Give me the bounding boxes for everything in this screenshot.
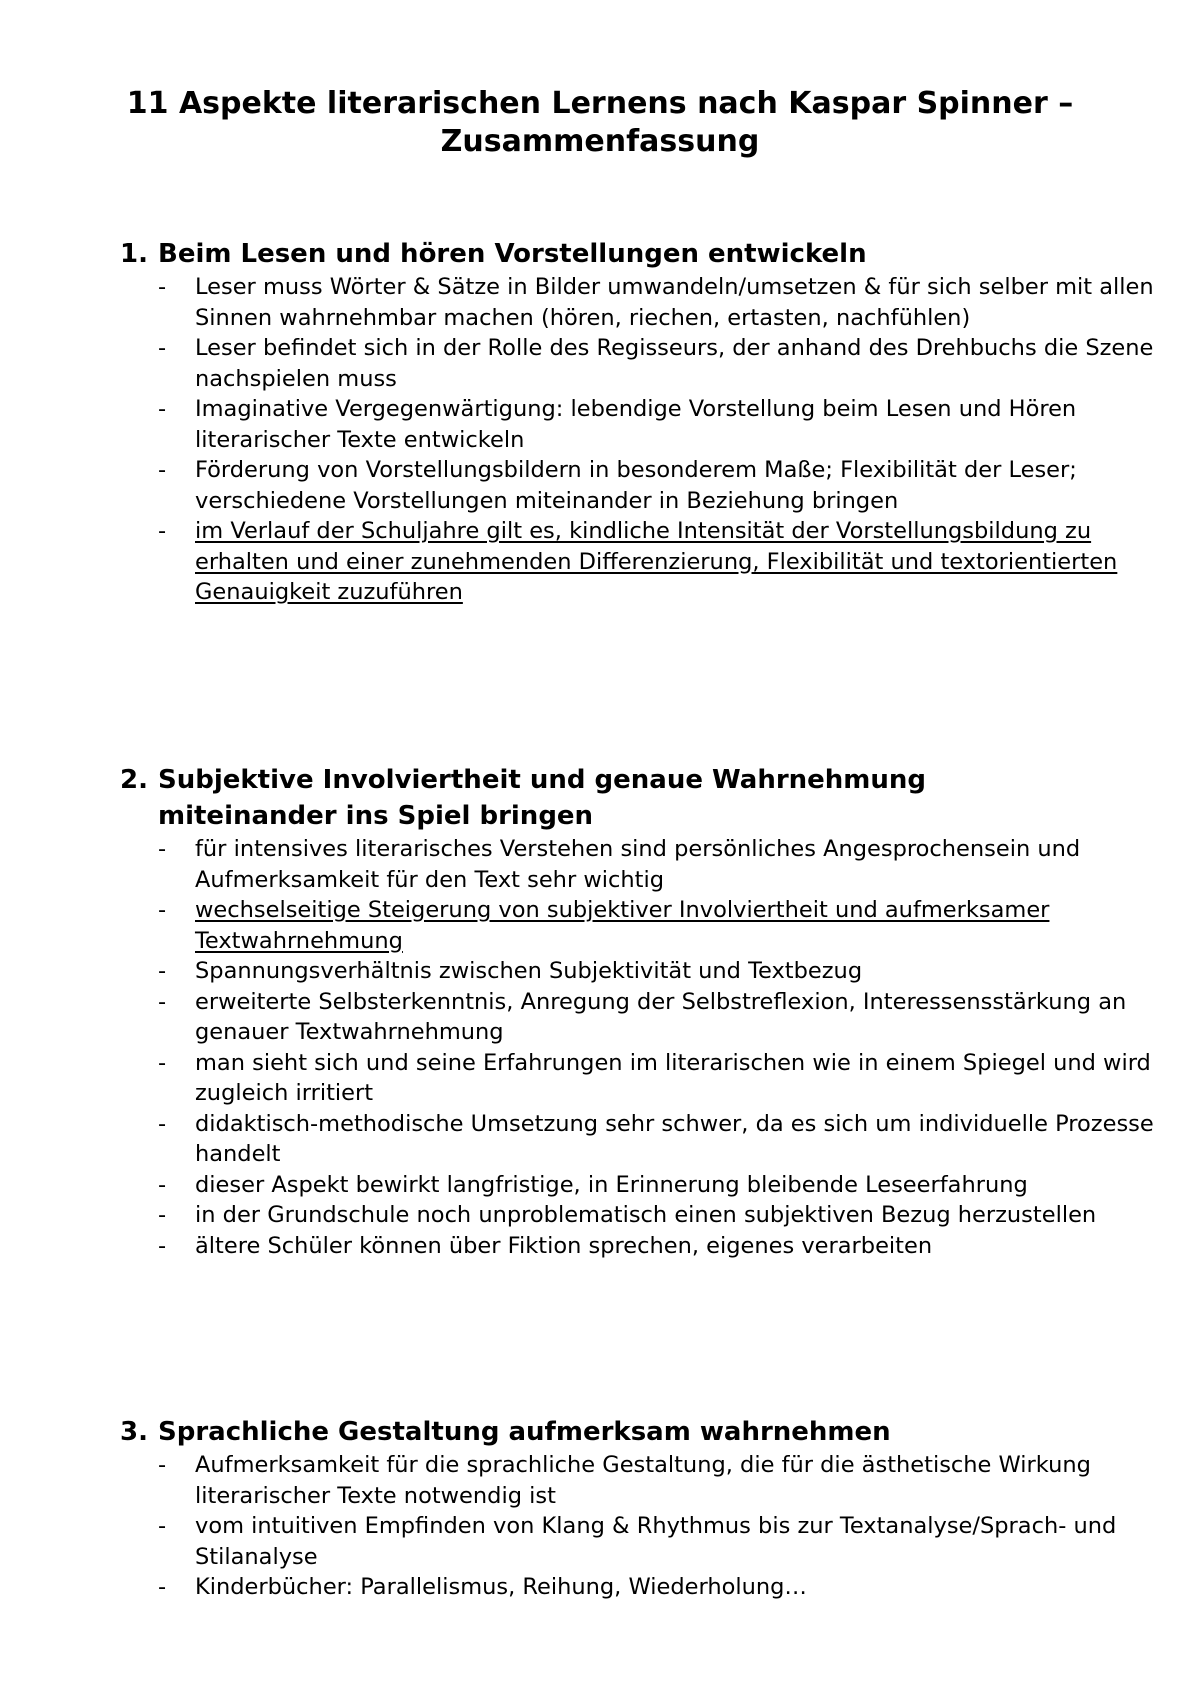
list-item: [120, 987, 1160, 1048]
list-item: [120, 394, 1160, 455]
list-item: [120, 1200, 1160, 1231]
section-1-number: 1.: [120, 239, 148, 269]
section-2-heading: [120, 762, 1160, 834]
list-item: [120, 1511, 1160, 1572]
section-3-title: Sprachliche Gestaltung aufmerksam wahrnehmen: [158, 1417, 891, 1447]
section-2-title: Subjektive Involviertheit und genaue Wahrnehmung miteinander ins Spiel bringen: [158, 765, 927, 831]
bullet-dash: -: [158, 1202, 167, 1228]
bullet-text: für intensives literarisches Verstehen sind persönliches Angesprochensein und Aufmerksamkeit für den Text sehr wichtig: [195, 836, 1081, 893]
section-3-number: 3.: [120, 1417, 148, 1447]
bullet-dash: -: [158, 988, 167, 1015]
bullet-text: Aufmerksamkeit für die sprachliche Gestaltung, die für die ästhetische Wirkung literarischer Texte notwendig ist: [195, 1452, 1091, 1509]
section-1-heading: [120, 236, 1160, 272]
list-item: [120, 1231, 1160, 1262]
bullet-text: vom intuitiven Empfinden von Klang & Rhythmus bis zur Textanalyse/Sprach- und Stilanalyse: [195, 1513, 1117, 1570]
bullet-dash: -: [158, 518, 167, 544]
section-2-bullet-list: [120, 834, 1160, 1261]
section-2-number: 2.: [120, 765, 148, 795]
bullet-dash: -: [158, 1049, 167, 1076]
list-item: [120, 1170, 1160, 1201]
list-item: [120, 272, 1160, 333]
list-item: [120, 1048, 1160, 1109]
bullet-dash: -: [158, 274, 167, 300]
bullet-text: Leser muss Wörter & Sätze in Bilder umwandeln/umsetzen & für sich selber mit allen Sinnen wahrnehmbar machen (hören, riechen, ertasten, nachfühlen): [195, 274, 1154, 331]
bullet-text: in der Grundschule noch unproblematisch einen subjektiven Bezug herzustellen: [195, 1202, 1097, 1228]
bullet-text: Förderung von Vorstellungsbildern in besonderem Maße; Flexibilität der Leser; verschiedene Vorstellungen miteinander in Beziehung bringen: [195, 457, 1077, 514]
bullet-dash: -: [158, 836, 167, 862]
bullet-dash: -: [158, 897, 167, 923]
bullet-dash: -: [158, 958, 167, 984]
list-item: [120, 1450, 1160, 1511]
bullet-text: Leser befindet sich in der Rolle des Regisseurs, der anhand des Drehbuchs die Szene nachspielen muss: [195, 335, 1154, 392]
section-1-bullet-list: [120, 272, 1160, 608]
list-item: [120, 956, 1160, 987]
bullet-text: erweiterte Selbsterkenntnis, Anregung der Selbstreflexion, Interessensstärkung an genauer Textwahrnehmung: [195, 988, 1127, 1045]
section-1-title: Beim Lesen und hören Vorstellungen entwickeln: [158, 239, 867, 269]
list-item: [120, 834, 1160, 895]
bullet-dash: -: [158, 1513, 167, 1539]
bullet-dash: -: [158, 1232, 167, 1259]
section-1: [120, 236, 1160, 608]
list-item: [120, 1109, 1160, 1170]
bullet-text: ältere Schüler können über Fiktion sprechen, eigenes verarbeiten: [195, 1232, 933, 1259]
bullet-dash: -: [158, 1452, 167, 1478]
bullet-dash: -: [158, 457, 167, 483]
bullet-dash: -: [158, 396, 167, 422]
title-line-1: 11 Aspekte literarischen Lernens nach Kaspar Spinner –: [126, 86, 1074, 121]
section-2: [120, 762, 1160, 1261]
list-item: [120, 455, 1160, 516]
bullet-text-underlined: wechselseitige Steigerung von subjektiver Involviertheit und aufmerksamer Textwahrnehmung: [195, 897, 1050, 954]
title-line-2: Zusammenfassung: [440, 124, 760, 159]
section-3: [120, 1414, 1160, 1603]
document-title: [80, 85, 1120, 161]
list-item: [120, 516, 1160, 608]
bullet-text: didaktisch-methodische Umsetzung sehr schwer, da es sich um individuelle Prozesse handelt: [195, 1110, 1154, 1167]
section-3-bullet-list: [120, 1450, 1160, 1603]
list-item: [120, 895, 1160, 956]
bullet-text: Kinderbücher: Parallelismus, Reihung, Wiederholung…: [195, 1574, 807, 1600]
bullet-text: man sieht sich und seine Erfahrungen im literarischen wie in einem Spiegel und wird zugleich irritiert: [195, 1049, 1151, 1106]
bullet-dash: -: [158, 1171, 167, 1198]
bullet-text: Imaginative Vergegenwärtigung: lebendige Vorstellung beim Lesen und Hören literarischer Texte entwickeln: [195, 396, 1077, 453]
bullet-text-underlined: im Verlauf der Schuljahre gilt es, kindliche Intensität der Vorstellungsbildung zu erhalten und einer zunehmenden Differenzierung, Flexibilität und textorientierten Genauigkeit zuzuführen: [195, 518, 1118, 605]
bullet-dash: -: [158, 1574, 167, 1600]
section-3-heading: [120, 1414, 1160, 1450]
bullet-text: Spannungsverhältnis zwischen Subjektivität und Textbezug: [195, 958, 863, 984]
list-item: [120, 1572, 1160, 1603]
bullet-dash: -: [158, 1110, 167, 1137]
list-item: [120, 333, 1160, 394]
bullet-dash: -: [158, 335, 167, 361]
bullet-text: dieser Aspekt bewirkt langfristige, in Erinnerung bleibende Leseerfahrung: [195, 1171, 1028, 1198]
